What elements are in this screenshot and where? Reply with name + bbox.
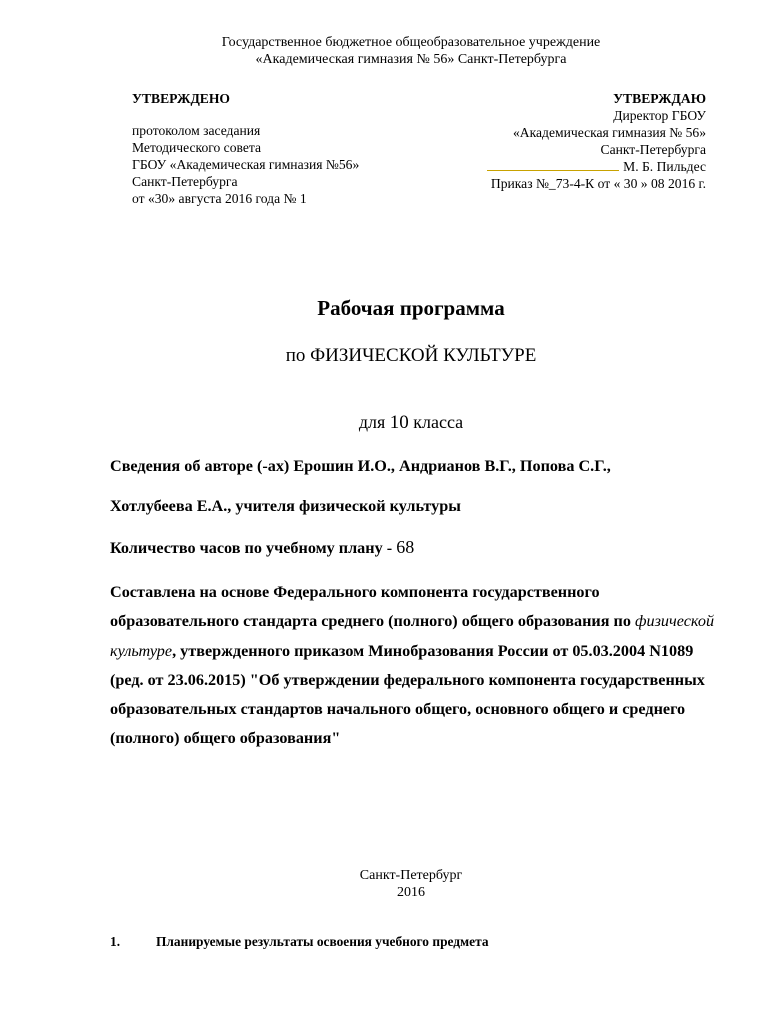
approved-block	[132, 90, 359, 207]
approved-line: от «30» августа 2016 года № 1	[132, 191, 307, 206]
signer-name: М. Б. Пильдес	[623, 159, 706, 174]
hours-label: Количество часов по учебному плану -	[110, 539, 397, 557]
approved-title: УТВЕРЖДЕНО	[132, 91, 231, 106]
basis-paragraph	[110, 578, 722, 754]
section-number: 1.	[110, 934, 121, 949]
signature-row	[487, 158, 706, 175]
approve-line: Директор ГБОУ	[613, 108, 706, 123]
approve-line: «Академическая гимназия № 56»	[512, 125, 706, 140]
order-line: Приказ №_73-4-К от « 30 » 08 2016 г.	[490, 176, 706, 191]
basis-subject-italic: физической культуре	[110, 612, 715, 660]
authors-label: Сведения об авторе (-ах)	[110, 457, 294, 475]
approved-line: Санкт-Петербурга	[132, 174, 238, 189]
approved-line: протоколом заседания	[132, 123, 261, 138]
hours-value: 68	[396, 537, 415, 557]
signature-line	[487, 158, 619, 171]
approve-block	[487, 90, 706, 192]
document-title: Рабочая программа	[317, 296, 505, 320]
footer-city: Санкт-Петербург	[359, 868, 463, 883]
authors-line	[110, 457, 611, 476]
section-heading	[110, 934, 489, 950]
basis-text: Составлена на основе Федерального компонента государственного образовательного стандарта среднего (полного) общего образования по	[110, 583, 636, 631]
class-number: 10	[389, 412, 409, 433]
header-institution: Государственное бюджетное общеобразовательное учреждение	[221, 35, 601, 50]
class-prefix: для	[358, 412, 390, 432]
section-title: Планируемые результаты освоения учебного предмета	[156, 934, 489, 949]
document-class	[0, 412, 768, 434]
document-subject: по ФИЗИЧЕСКОЙ КУЛЬТУРЕ	[285, 345, 537, 366]
hours-line	[110, 537, 414, 558]
approve-title: УТВЕРЖДАЮ	[613, 91, 706, 106]
authors-line-2: Хотлубеева Е.А., учителя физической культуры	[110, 497, 461, 515]
basis-text-cont: , утвержденного приказом Минобразования России от 05.03.2004 N1089 (ред. от 23.06.2015) "Об утверждении федерального компонента государственных образовательных стандартов начального общего, основного общего и среднего (полного) общего образования"	[110, 641, 705, 748]
approve-line: Санкт-Петербурга	[600, 142, 706, 157]
approved-line: ГБОУ «Академическая гимназия №56»	[132, 157, 360, 172]
approved-line: Методического совета	[132, 140, 262, 155]
authors-names: Ерошин И.О., Андрианов В.Г., Попова С.Г.,	[293, 457, 611, 475]
header-school-name: «Академическая гимназия № 56» Санкт-Петербурга	[255, 52, 567, 67]
footer-year: 2016	[397, 885, 425, 900]
class-suffix: класса	[408, 412, 464, 432]
